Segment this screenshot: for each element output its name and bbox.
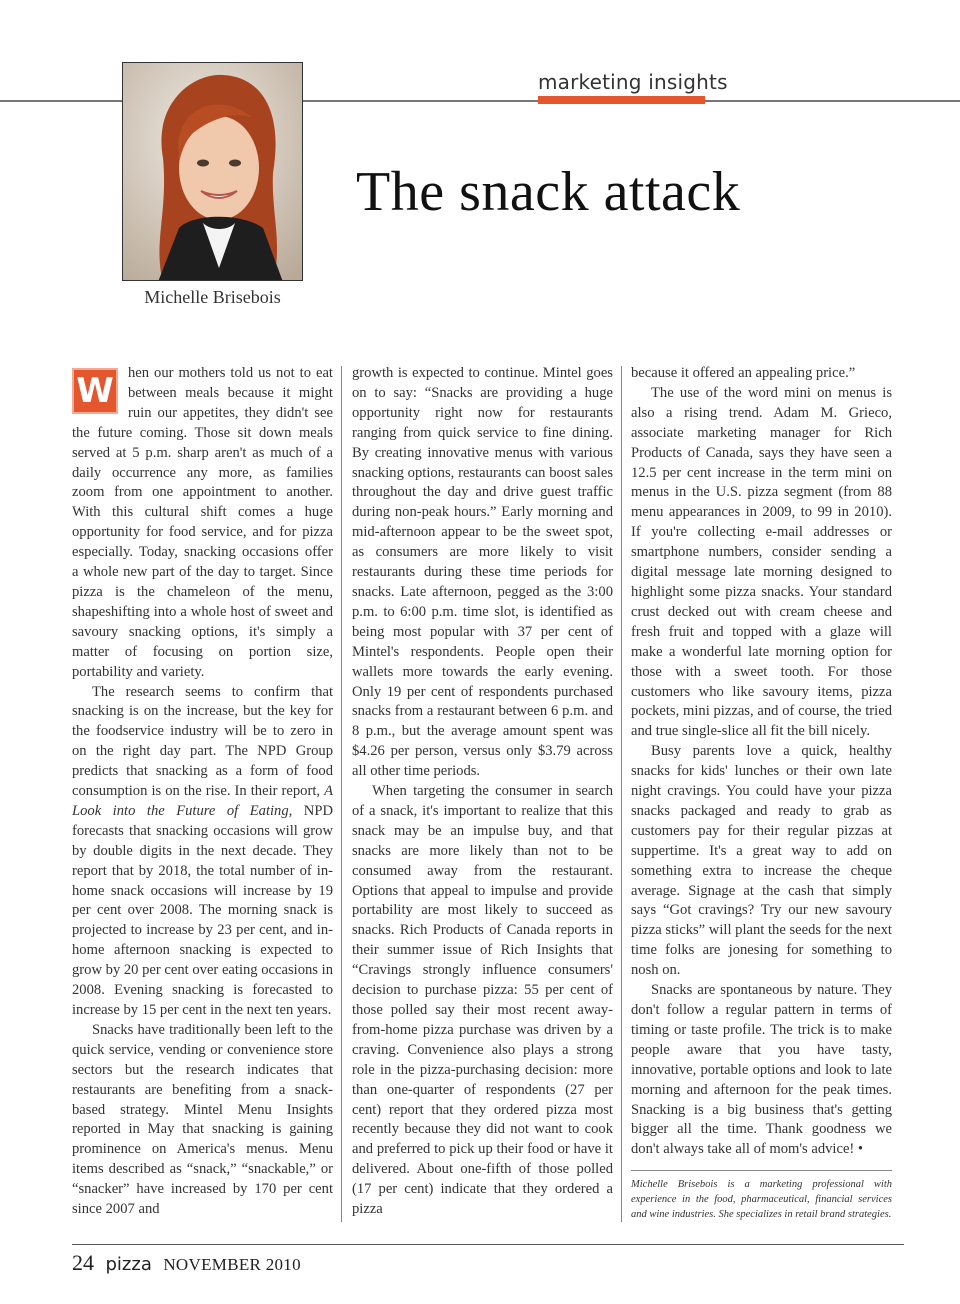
paragraph	[72, 364, 333, 683]
drop-cap: W	[72, 368, 118, 414]
page-number: 24	[72, 1250, 94, 1275]
author-caption: Michelle Brisebois	[144, 287, 281, 307]
issue-date: NOVEMBER 2010	[163, 1255, 301, 1274]
section-accent-bar	[538, 96, 705, 104]
paragraph: growth is expected to continue. Mintel goes on to say: “Snacks are providing a huge opportunity right now for restaurants ranging from quick service to fine dining. By creating innovative menus with various snacking options, restaurants can boost sales throughout the day and drive guest traffic during non-peak hours.” Early morning and mid-afternoon appear to be the sweet spot, as consumers are more likely to visit restaurants during these time periods for snacks. Late afternoon, pegged as the 3:00 p.m. to 6:00 p.m. time slot, is identified as being most popular with 37 per cent of Mintel's respondents. People open their wallets more towards the early evening. Only 19 per cent of respondents purchased snacks from a restaurant between 6 p.m. and 8 p.m., but the average amount spent was $4.26 per person, versus only $3.79 across all other time periods.	[352, 365, 613, 780]
article-column-1	[72, 364, 333, 1220]
paragraph: Snacks have traditionally been left to the quick service, vending or convenience store sectors but the research indicates that restaurants are benefiting from a snack-based strategy. Mintel Menu Insights reported in May that snacking is gaining prominence on America's menus. Menu items described as “snack,” “snackable,” or “snacker” have increased by 170 per cent since 2007 and	[72, 1021, 333, 1218]
author-portrait-icon	[123, 63, 303, 281]
paragraph-text: The research seems to confirm that snacking is on the increase, but the key for the foodservice industry will be to zero in on the right day part. The NPD Group predicts that snacking as a form of food consumption is on the rise. In their report,	[72, 683, 333, 800]
column-divider	[341, 366, 342, 1222]
paragraph-text: hen our mothers told us not to eat between meals because it might ruin our appetites, they didn't see the future coming. Those sit down meals served at 5 p.m. sharp aren't as much of a daily occurrence any more, as families zoom from one appointment to another. With this cultural shift comes a huge opportunity for food service, and for pizza especially. Today, snacking occasions offer a whole new part of the day to target. Since pizza is the chameleon of the menu, shapeshifting into a whole host of sweet and savoury snacking options, it's simply a matter of focusing on portion size, portability and variety.	[72, 365, 333, 680]
column-divider	[621, 366, 622, 1222]
magazine-name: pizza	[105, 1254, 152, 1275]
author-bio: Michelle Brisebois is a marketing professional with experience in the food, pharmaceutical, financial services and wine industries. She specializes in retail brand strategies.	[631, 1179, 892, 1221]
paragraph	[72, 683, 333, 1021]
paragraph: Snacks are spontaneous by nature. They don't follow a regular pattern in terms of timing or taste profile. The trick is to make people aware that you have tasty, innovative, portable options and look to late morning and afternoon for the peak times. Snacking is a big business that's getting bigger all the time. Thank goodness we don't always take all of mom's advice! •	[631, 982, 892, 1158]
footer-rule	[72, 1244, 904, 1245]
paragraph: The use of the word mini on menus is also a rising trend. Adam M. Grieco, associate marketing manager for Rich Products of Canada, says they have seen a 12.5 per cent increase in the term mini on menus in the U.S. pizza segment (from 88 menu appearances in 2009, to 99 in 2010). If you're collecting e-mail addresses or smartphone numbers, consider sending a digital message late morning designed to highlight some pizza snacks. Your standard crust decked out with cream cheese and fresh fruit and topped with a glaze will make a wonderful late morning option for those with a sweet tooth. For those customers who like savoury items, pizza pockets, mini pizzas, and of course, the tried and true single-slice all fit the bill nicely.	[631, 384, 892, 740]
article-column-3	[631, 364, 892, 1222]
report-title: A Look into the Future of Eating,	[72, 783, 333, 819]
paragraph-text: NPD forecasts that snacking occasions will grow by double digits in the next decade. They report that by 2018, the total number of in-home snack occasions will increase by 19 per cent over 2008. The morning snack is projected to increase by 23 per cent, and in-home afternoon snacking is expected to grow by 20 per cent over eating occasions in 2008. Evening snacking is forecasted to increase by 15 per cent in the next ten years.	[72, 802, 334, 1018]
paragraph: Busy parents love a quick, healthy snacks for kids' lunches or their own late night cravings. You could have your pizza snacks packaged and ready to grab as customers pay for their regular pizzas at suppertime. It's a great way to add on something extra to increase the cheque average. Signage at the cash that simply says “Got cravings? Try our new savoury pizza sticks” will plant the seeds for the next time folks are jonesing for something to nosh on.	[631, 743, 892, 979]
header-rule-left	[0, 100, 122, 102]
paragraph: When targeting the consumer in search of a snack, it's important to realize that this snack may be an impulse buy, and that snacks are more likely than not to be consumed away from the restaurant. Options that appeal to impulse and provide portability are most likely to succeed as snacks. Rich Products of Canada reports in their summer issue of Rich Insights that “Cravings strongly influence consumers' decision to purchase pizza: 55 per cent of those polled say their most recent away-from-home pizza purchase was driven by a craving. Convenience also plays a strong role in the pizza-purchasing decision: more than one-quarter of respondents (27 per cent) report that they ordered pizza most recently because they did not want to cook and preferred to pick up their food or have it delivered. About one-fifth of those polled (17 per cent) indicate that they ordered a pizza	[352, 783, 613, 1218]
bio-divider	[631, 1170, 892, 1171]
article-column-2	[352, 364, 613, 1220]
paragraph: because it offered an appealing price.”	[631, 365, 856, 381]
author-photo	[122, 62, 303, 281]
page-footer	[72, 1250, 301, 1276]
article-headline: The snack attack	[356, 161, 741, 223]
section-label: marketing insights	[538, 70, 728, 94]
